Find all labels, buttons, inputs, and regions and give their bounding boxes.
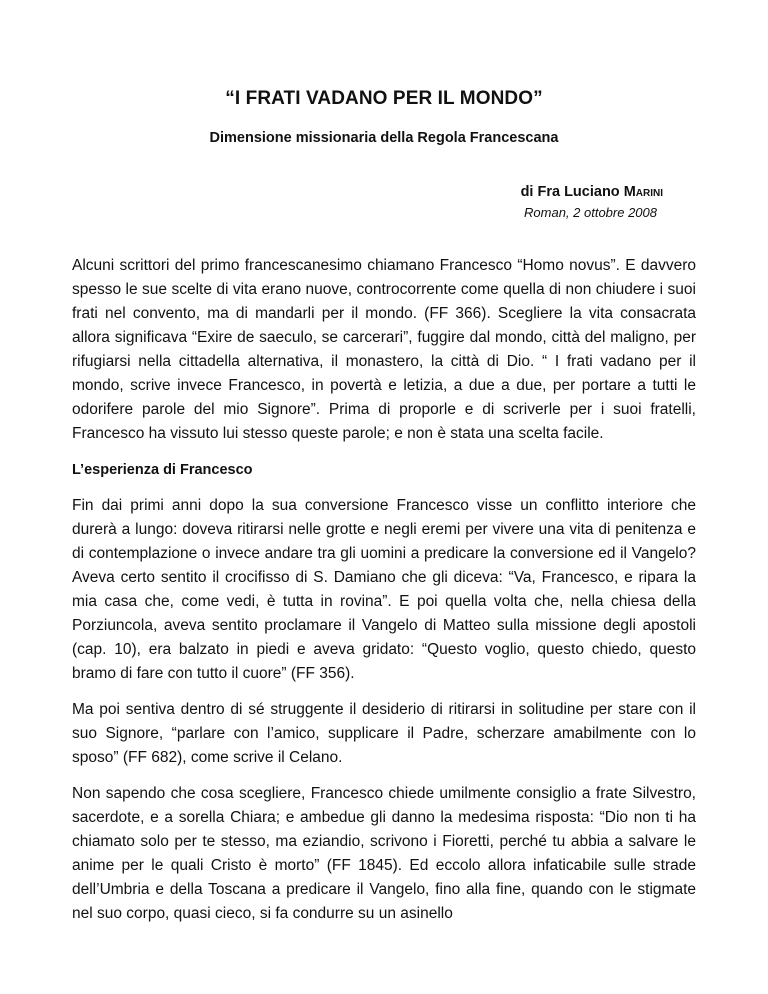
document-subtitle: Dimensione missionaria della Regola Francescana	[209, 130, 559, 146]
document-date: Roman, 2 ottobre 2008	[524, 205, 657, 220]
paragraph-counsel: Non sapendo che cosa scegliere, Francesco chiede umilmente consiglio a frate Silvestro, sacerdote, e a sorella Chiara; e ambedue gli danno la medesima risposta: “Dio non ti ha chiamato solo per te stesso, ma eziandio, scrivono i Fioretti, perché tu abbia a salvare le anime per le quali Cristo è morto” (FF 1845). Ed eccolo allora infaticabile sulle strade dell’Umbria e della Toscana a predicare il Vangelo, fino alla fine, quando con le stigmate nel suo corpo, quasi cieco, si fa condurre su un asinello	[72, 785, 696, 922]
paragraph-intro: Alcuni scrittori del primo francescanesimo chiamano Francesco “Homo novus”. E davvero spesso le sue scelte di vita erano nuove, controcorrente come quella di non chiudere i suoi frati nel convento, ma di mandarli per il mondo. (FF 366). Scegliere la vita consacrata allora significava “Exire de saeculo, se carcerari”, fuggire dal mondo, città del maligno, per rifugiarsi nella cittadella alternativa, il monastero, la città di Dio. “ I frati vadano per il mondo, scrive invece Francesco, in povertà e letizia, a due a due, per portare a tutti le odorifere parole del mio Signore”. Prima di proporle e di scriverle per i suoi fratelli, Francesco ha vissuto lui stesso queste parole; e non è stata una scelta facile.	[72, 257, 696, 442]
section-heading: L’esperienza di Francesco	[72, 462, 253, 478]
paragraph-solitude: Ma poi sentiva dentro di sé struggente il desiderio di ritirarsi in solitudine per stare con il suo Signore, “parlare con l’amico, supplicare il Padre, scherzare amabilmente con lo sposo” (FF 682), come scrive il Celano.	[72, 701, 696, 766]
document-body	[72, 254, 696, 938]
paragraph-conflict: Fin dai primi anni dopo la sua conversione Francesco visse un conflitto interiore che durerà a lungo: doveva ritirarsi nelle grotte e negli eremi per vivere una vita di penitenza e di contemplazione o invece andare tra gli uomini a predicare la conversione ed il Vangelo? Aveva certo sentito il crocifisso di S. Damiano che gli diceva: “Va, Francesco, e ripara la mia casa che, come vedi, è tutta in rovina”. E poi quella volta che, nella chiesa della Porziuncola, aveva sentito proclamare il Vangelo di Matteo sulla missione degli apostoli (cap. 10), era balzato in piedi e aveva gridato: “Questo voglio, questo chiedo, questo bramo di fare con tutto il cuore” (FF 356).	[72, 497, 696, 682]
author-prefix: di Fra Luciano	[520, 184, 624, 200]
author-line	[521, 184, 663, 200]
author-surname: Marini	[623, 184, 663, 200]
document-title: “I FRATI VADANO PER IL MONDO”	[225, 88, 543, 109]
